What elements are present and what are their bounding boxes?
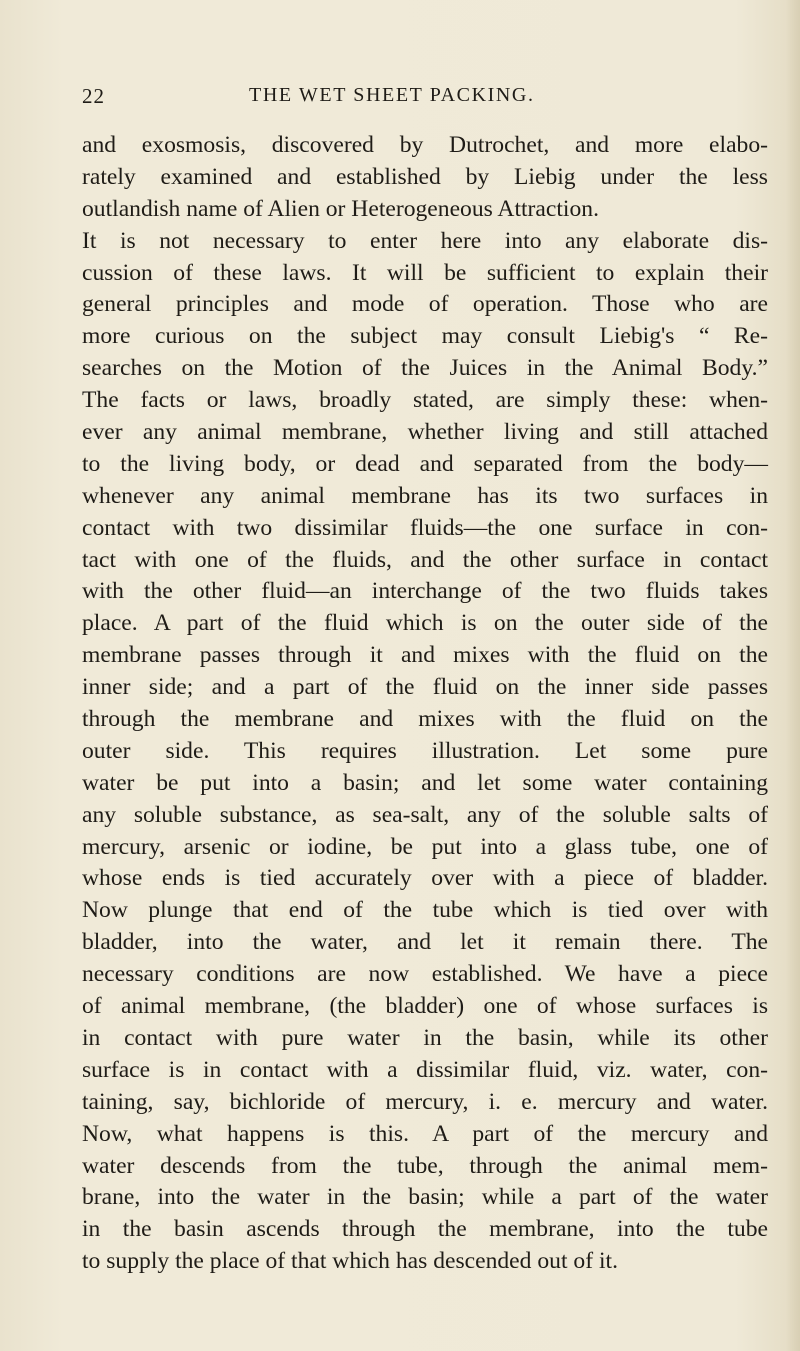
text-line: outlandish name of Alien or Heterogeneous Attraction. bbox=[82, 195, 599, 222]
text-line: and exosmosis, discovered by Dutrochet, and more elabo- bbox=[82, 132, 768, 158]
page-header bbox=[66, 84, 766, 114]
text-line: searches on the Motion of the Juices in the Animal Body.” bbox=[82, 355, 768, 382]
text-line: more curious on the subject may consult Liebig's “ Re- bbox=[82, 323, 768, 350]
text-line: taining, say, bichloride of mercury, i. e. mercury and water. bbox=[82, 1088, 768, 1115]
page-number: 22 bbox=[82, 84, 105, 108]
text-line: water descends from the tube, through the animal mem- bbox=[82, 1152, 768, 1179]
text-line: through the membrane and mixes with the fluid on the bbox=[82, 706, 768, 733]
text-line: Now, what happens is this. A part of the mercury and bbox=[82, 1120, 768, 1147]
text-line: with the other fluid—an interchange of the two fluids takes bbox=[82, 578, 768, 605]
text-line: cussion of these laws. It will be sufficient to explain their bbox=[82, 259, 768, 286]
text-line: necessary conditions are now established. We have a piece bbox=[82, 961, 768, 988]
text-line: in contact with pure water in the basin, while its other bbox=[82, 1024, 768, 1051]
text-line: in the basin ascends through the membrane, into the tube bbox=[82, 1216, 768, 1243]
text-line: any soluble substance, as sea-salt, any of the soluble salts of bbox=[82, 801, 768, 828]
text-line: mercury, arsenic or iodine, be put into a glass tube, one of bbox=[82, 833, 768, 860]
text-line: inner side; and a part of the fluid on the inner side passes bbox=[82, 674, 768, 701]
page-edge-shadow bbox=[786, 0, 800, 1351]
body-text bbox=[82, 130, 768, 1278]
text-line: place. A part of the fluid which is on the outer side of the bbox=[82, 610, 768, 637]
text-line: contact with two dissimilar fluids—the one surface in con- bbox=[82, 514, 768, 541]
text-line: ever any animal membrane, whether living and still attached bbox=[82, 419, 768, 446]
text-line: surface is in contact with a dissimilar fluid, viz. water, con- bbox=[82, 1056, 768, 1083]
text-line: to the living body, or dead and separated from the body— bbox=[82, 450, 768, 477]
text-line: general principles and mode of operation. Those who are bbox=[82, 291, 768, 318]
text-line: bladder, into the water, and let it remain there. The bbox=[82, 929, 768, 956]
text-line: of animal membrane, (the bladder) one of whose surfaces is bbox=[82, 993, 768, 1020]
text-line: water be put into a basin; and let some water containing bbox=[82, 769, 768, 796]
text-line: tact with one of the fluids, and the other surface in contact bbox=[82, 546, 768, 573]
text-line: brane, into the water in the basin; while a part of the water bbox=[82, 1184, 768, 1211]
running-head: THE WET SHEET PACKING. bbox=[249, 84, 535, 106]
text-line: whose ends is tied accurately over with a piece of bladder. bbox=[82, 865, 768, 892]
text-line: It is not necessary to enter here into any elaborate dis- bbox=[82, 227, 768, 254]
text-line: outer side. This requires illustration. Let some pure bbox=[82, 737, 768, 764]
text-line: rately examined and established by Liebig under the less bbox=[82, 163, 768, 190]
text-line: Now plunge that end of the tube which is tied over with bbox=[82, 897, 768, 924]
text-line: to supply the place of that which has descended out of it. bbox=[82, 1248, 618, 1275]
text-line: membrane passes through it and mixes with the fluid on the bbox=[82, 642, 768, 669]
text-line: whenever any animal membrane has its two surfaces in bbox=[82, 482, 768, 509]
text-line: The facts or laws, broadly stated, are simply these: when- bbox=[82, 387, 768, 414]
